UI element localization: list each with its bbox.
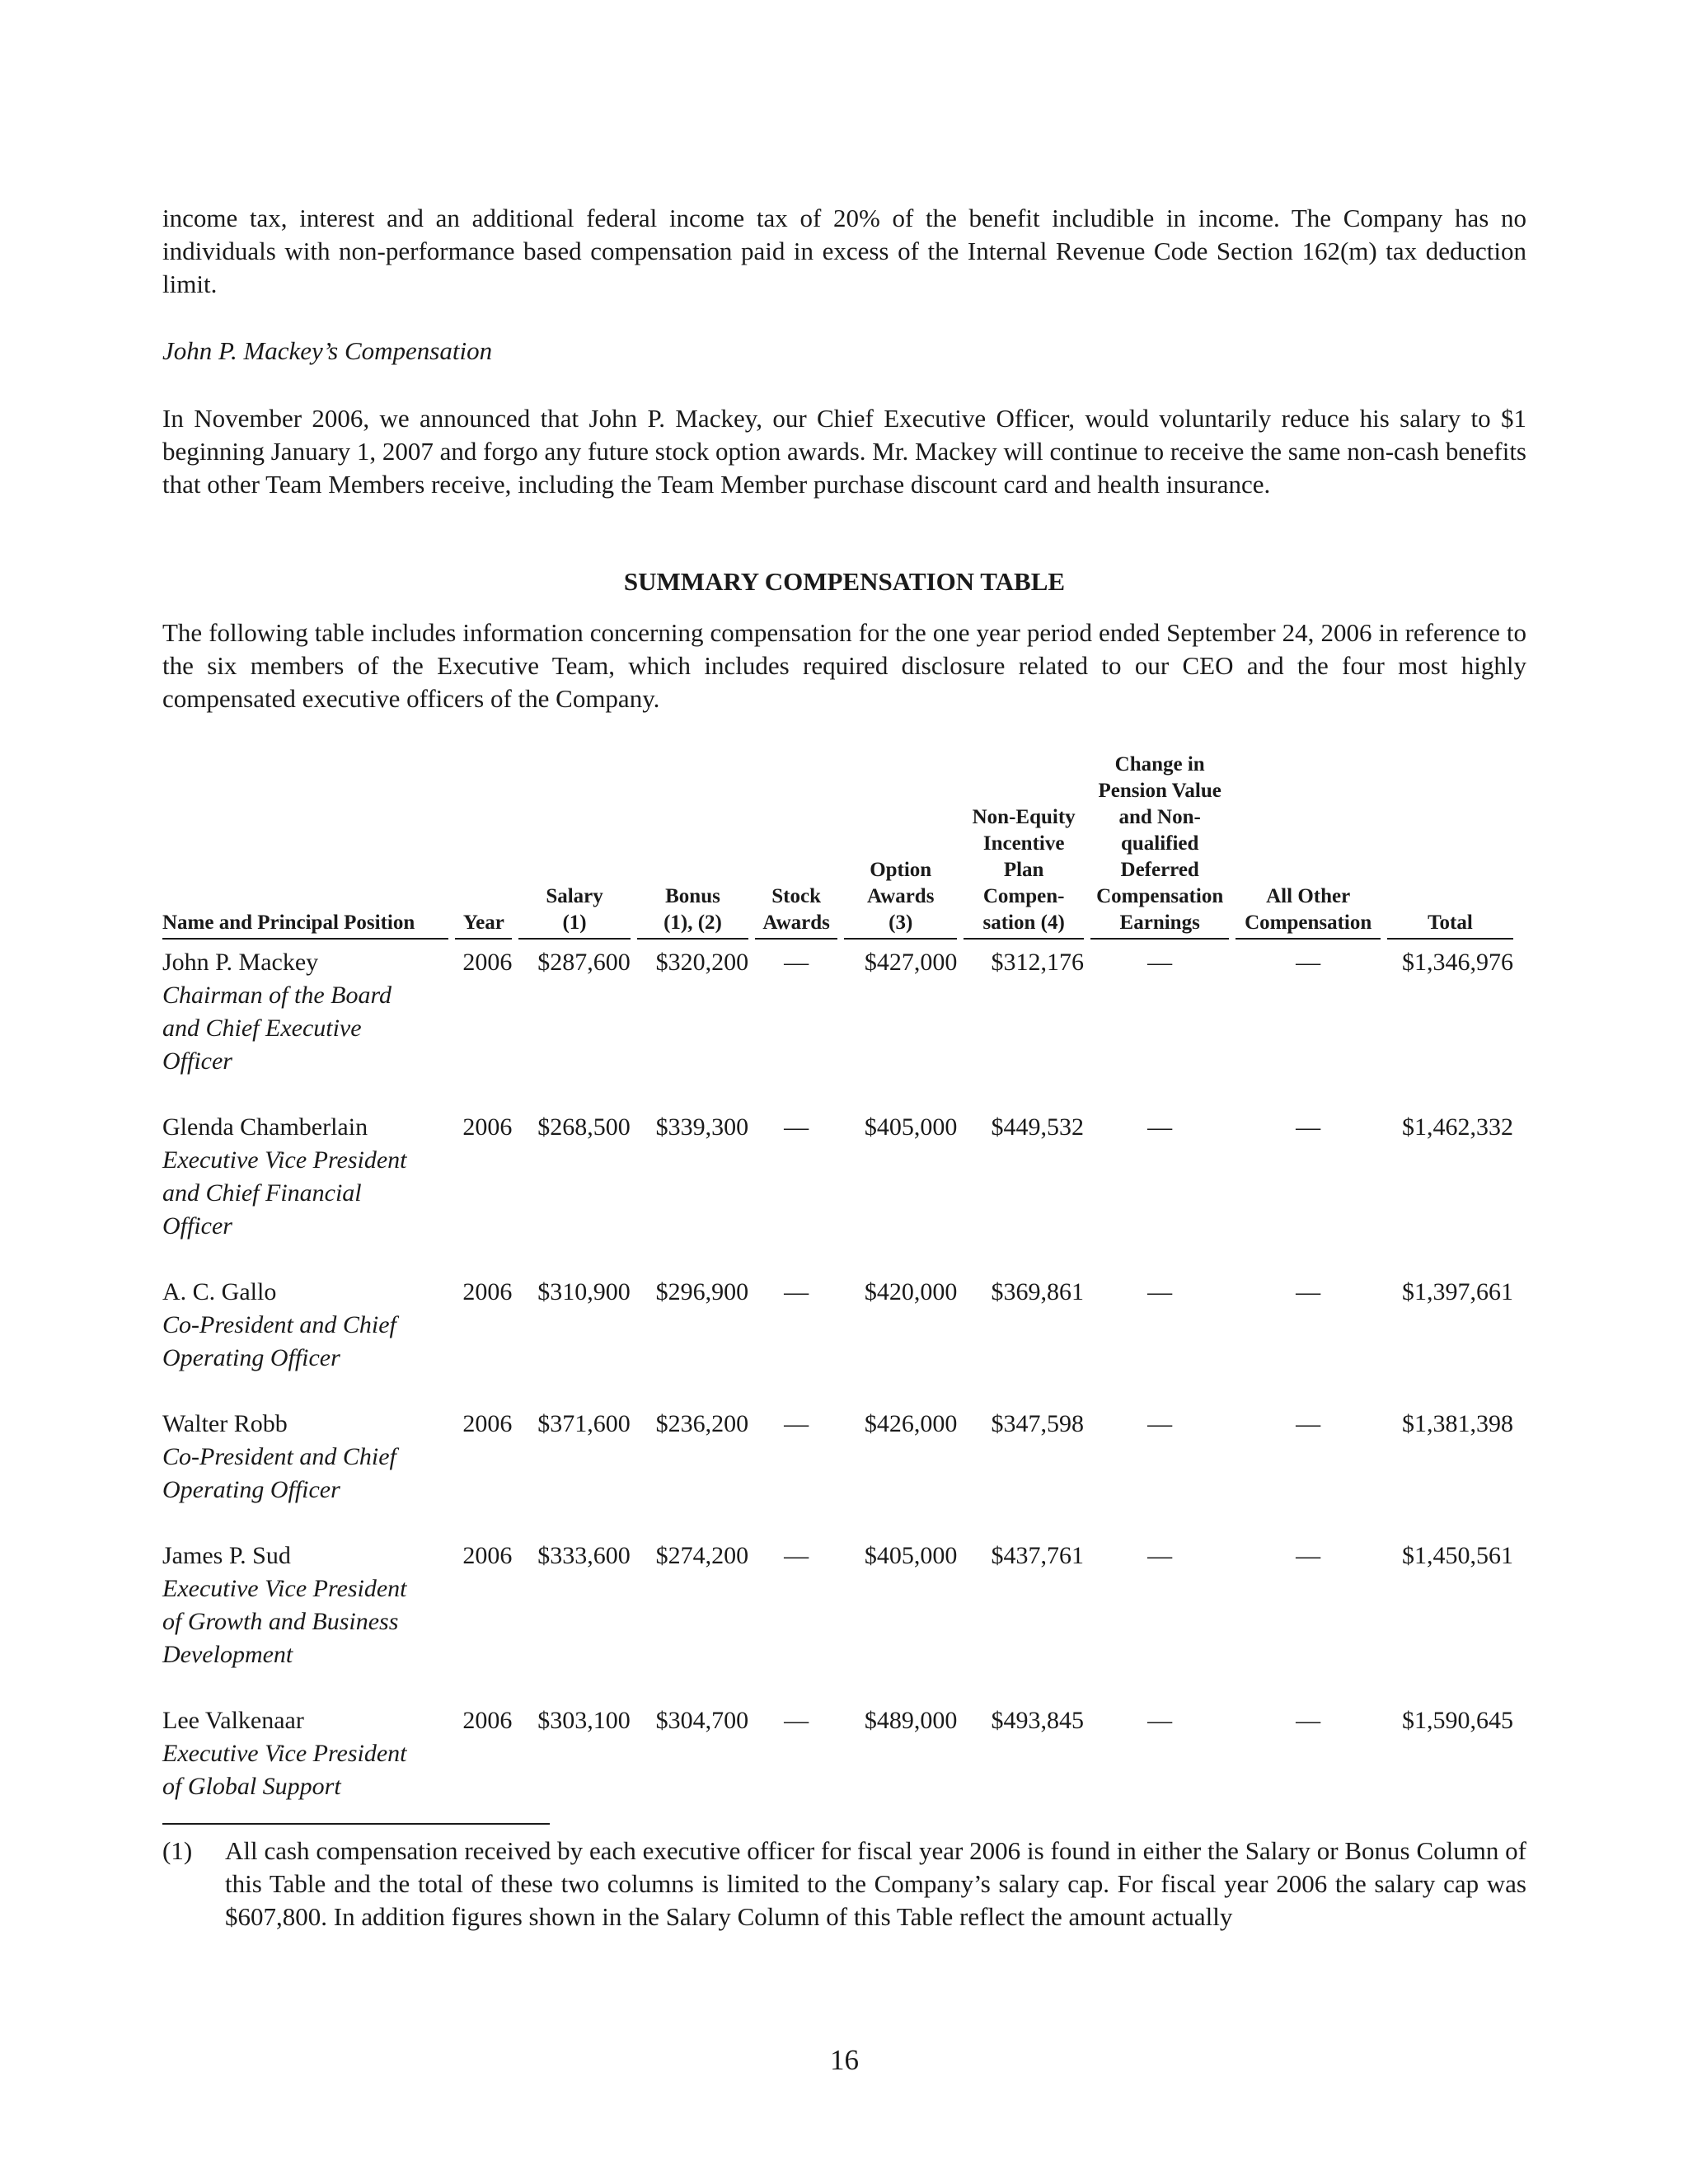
- option-awards-cell: $405,000: [864, 1542, 958, 1569]
- salary-cell: $310,900: [537, 1278, 631, 1305]
- year-cell: 2006: [462, 1113, 513, 1141]
- header-total: Total: [1387, 752, 1513, 940]
- pension-cell: —: [1147, 1707, 1173, 1734]
- bonus-cell: $320,200: [655, 949, 749, 976]
- salary-cell: $268,500: [537, 1113, 631, 1141]
- salary-cell: $371,600: [537, 1410, 631, 1437]
- footnote-text: All cash compensation received by each executive officer for fiscal year 2006 is found in either the Salary or Bonus Column of this Table and the total of these two columns is limited to the Company’s salary cap. For fiscal year 2006 the salary cap was $607,800. In addition figures shown in the Salary Column of this Table reflect the amount actually: [225, 1836, 1526, 1931]
- year-cell: 2006: [462, 949, 513, 976]
- salary-cell: $333,600: [537, 1542, 631, 1569]
- year-cell: 2006: [462, 1707, 513, 1734]
- stock-awards-cell: —: [784, 1410, 809, 1437]
- option-awards-cell: $405,000: [864, 1113, 958, 1141]
- total-cell: $1,450,561: [1402, 1542, 1513, 1569]
- officer-name: James P. Sud: [162, 1542, 291, 1569]
- bonus-cell: $296,900: [655, 1278, 749, 1305]
- year-cell: 2006: [462, 1542, 513, 1569]
- pension-cell: —: [1147, 949, 1173, 976]
- header-stock-awards: Stock Awards: [755, 752, 837, 940]
- officer-title-line: Executive Vice President: [162, 1740, 407, 1767]
- summary-table-description: The following table includes information concerning compensation for the one year period ended September 24, 2006 in reference to the six members of the Executive Team, which includes required disclosure related to our CEO and the four most highly compensated executive officers of the Company.: [162, 618, 1526, 713]
- officer-title-line: Co-President and Chief: [162, 1443, 396, 1470]
- non-equity-cell: $312,176: [991, 949, 1084, 976]
- officer-cell: [162, 1111, 448, 1243]
- header-non-equity-incentive: Non-Equity Incentive Plan Compen- sation (4): [964, 752, 1084, 940]
- officer-title-line: Co-President and Chief: [162, 1311, 396, 1338]
- mackey-compensation-heading: John P. Mackey’s Compensation: [162, 336, 493, 365]
- bonus-cell: $339,300: [655, 1113, 749, 1141]
- stock-awards-cell: —: [784, 949, 809, 976]
- summary-compensation-table: [156, 752, 1520, 1803]
- total-cell: $1,381,398: [1402, 1410, 1513, 1437]
- table-row: [162, 1704, 1513, 1803]
- officer-title-line: Executive Vice President: [162, 1575, 407, 1602]
- mackey-compensation-paragraph: In November 2006, we announced that John P. Mackey, our Chief Executive Officer, would voluntarily reduce his salary to $1 beginning January 1, 2007 and forgo any future stock option awards. Mr. Mackey will continue to receive the same non-cash benefits that other Team Members receive, including the Team Member purchase discount card and health insurance.: [162, 404, 1526, 499]
- officer-cell: [162, 940, 448, 1078]
- officer-title-line: and Chief Executive: [162, 1015, 362, 1042]
- officer-cell: [162, 1704, 448, 1803]
- all-other-cell: —: [1296, 1113, 1321, 1141]
- table-row: [162, 1540, 1513, 1671]
- officer-title-line: Chairman of the Board: [162, 982, 392, 1009]
- officer-name: John P. Mackey: [162, 949, 319, 976]
- header-name-position: Name and Principal Position: [162, 752, 448, 940]
- pension-cell: —: [1147, 1410, 1173, 1437]
- non-equity-cell: $437,761: [991, 1542, 1084, 1569]
- table-row: [162, 940, 1513, 1078]
- bonus-cell: $236,200: [655, 1410, 749, 1437]
- total-cell: $1,462,332: [1402, 1113, 1513, 1141]
- all-other-cell: —: [1296, 1410, 1321, 1437]
- officer-title-line: Operating Officer: [162, 1344, 340, 1371]
- pension-cell: —: [1147, 1113, 1173, 1141]
- pension-cell: —: [1147, 1542, 1173, 1569]
- all-other-cell: —: [1296, 1542, 1321, 1569]
- officer-cell: [162, 1408, 448, 1507]
- non-equity-cell: $493,845: [991, 1707, 1084, 1734]
- officer-title-line: Development: [162, 1641, 293, 1668]
- officer-title-line: of Global Support: [162, 1773, 341, 1800]
- officer-cell: [162, 1276, 448, 1375]
- option-awards-cell: $489,000: [864, 1707, 958, 1734]
- officer-title-line: Executive Vice President: [162, 1146, 407, 1174]
- total-cell: $1,346,976: [1402, 949, 1513, 976]
- non-equity-cell: $347,598: [991, 1410, 1084, 1437]
- non-equity-cell: $449,532: [991, 1113, 1084, 1141]
- all-other-cell: —: [1296, 1707, 1321, 1734]
- stock-awards-cell: —: [784, 1542, 809, 1569]
- stock-awards-cell: —: [784, 1707, 809, 1734]
- salary-cell: $303,100: [537, 1707, 631, 1734]
- non-equity-cell: $369,861: [991, 1278, 1084, 1305]
- all-other-cell: —: [1296, 949, 1321, 976]
- footnote-marker: (1): [162, 1836, 193, 1865]
- officer-title-line: Operating Officer: [162, 1476, 340, 1503]
- table-row: [162, 1408, 1513, 1507]
- header-all-other-compensation: All Other Compensation: [1236, 752, 1381, 940]
- officer-name: Glenda Chamberlain: [162, 1113, 368, 1141]
- stock-awards-cell: —: [784, 1113, 809, 1141]
- total-cell: $1,397,661: [1402, 1278, 1513, 1305]
- intro-paragraph: income tax, interest and an additional federal income tax of 20% of the benefit includible in income. The Company has no individuals with non-performance based compensation paid in excess of the Internal Revenue Code Section 162(m) tax deduction limit.: [162, 204, 1526, 298]
- header-year: Year: [455, 752, 512, 940]
- bonus-cell: $304,700: [655, 1707, 749, 1734]
- year-cell: 2006: [462, 1410, 513, 1437]
- salary-cell: $287,600: [537, 949, 631, 976]
- officer-title-line: Officer: [162, 1212, 232, 1240]
- stock-awards-cell: —: [784, 1278, 809, 1305]
- page-number: 16: [830, 2044, 859, 2076]
- officer-title-line: Officer: [162, 1047, 232, 1075]
- header-salary: Salary (1): [518, 752, 630, 940]
- summary-table-title: SUMMARY COMPENSATION TABLE: [623, 567, 1066, 596]
- year-cell: 2006: [462, 1278, 513, 1305]
- officer-cell: [162, 1540, 448, 1671]
- header-bonus: Bonus (1), (2): [637, 752, 748, 940]
- officer-name: Lee Valkenaar: [162, 1707, 304, 1734]
- officer-title-line: of Growth and Business: [162, 1608, 399, 1635]
- officer-name: Walter Robb: [162, 1410, 288, 1437]
- table-row: [162, 1276, 1513, 1375]
- option-awards-cell: $420,000: [864, 1278, 958, 1305]
- footnote-divider: [162, 1823, 550, 1825]
- option-awards-cell: $426,000: [864, 1410, 958, 1437]
- pension-cell: —: [1147, 1278, 1173, 1305]
- all-other-cell: —: [1296, 1278, 1321, 1305]
- header-pension-value: Change in Pension Value and Non- qualified Deferred Compensation Earnings: [1090, 752, 1229, 940]
- officer-title-line: and Chief Financial: [162, 1179, 362, 1207]
- table-header-row: [162, 752, 1513, 940]
- header-option-awards: Option Awards (3): [844, 752, 957, 940]
- bonus-cell: $274,200: [655, 1542, 749, 1569]
- total-cell: $1,590,645: [1402, 1707, 1513, 1734]
- table-row: [162, 1111, 1513, 1243]
- officer-name: A. C. Gallo: [162, 1278, 277, 1305]
- option-awards-cell: $427,000: [864, 949, 958, 976]
